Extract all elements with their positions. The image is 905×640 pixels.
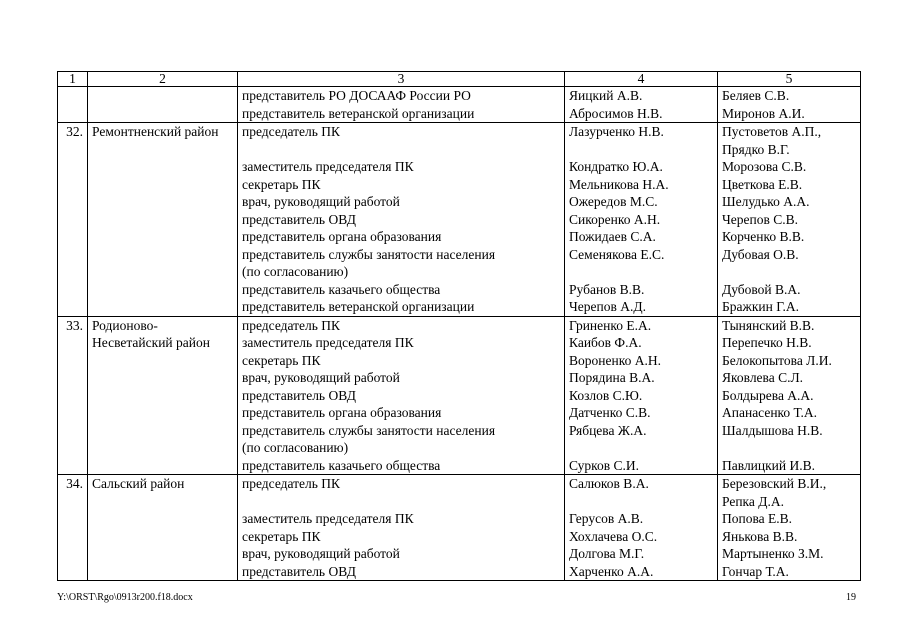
reserve-line: Прядко В.Г.: [722, 141, 790, 157]
reserve-line: Янькова В.В.: [722, 528, 798, 544]
members-cell: [565, 123, 718, 317]
role-line: [242, 141, 560, 159]
member-line: Рубанов В.В.: [569, 281, 645, 297]
row-number: [58, 87, 88, 123]
member-line: Вороненко А.Н.: [569, 352, 661, 368]
role-line: представитель службы занятости населения: [242, 422, 496, 438]
members-cell: [565, 475, 718, 581]
role-line: представитель органа образования: [242, 405, 442, 420]
reserve-line: Корченко В.В.: [722, 229, 805, 244]
member-line: Порядина В.А.: [569, 370, 655, 385]
role-line: представитель ветеранской организации: [242, 105, 475, 121]
table-row: [58, 475, 861, 581]
header-row: [58, 72, 861, 87]
member-line: [569, 141, 713, 159]
role-line: заместитель председателя ПК: [242, 511, 414, 526]
members-cell: [565, 316, 718, 475]
header-col-5: 5: [718, 72, 861, 87]
row-number: 32.: [58, 123, 88, 317]
role-line: представитель казачьего общества: [242, 457, 441, 473]
reserve-cell: [718, 123, 861, 317]
member-line: Герусов А.В.: [569, 511, 644, 526]
role-line: заместитель председателя ПК: [242, 335, 414, 350]
roles-cell: [238, 316, 565, 475]
reserve-cell: [718, 87, 861, 123]
district-name: [88, 87, 238, 123]
roles-cell: [238, 87, 565, 123]
member-line: Черепов А.Д.: [569, 299, 646, 314]
role-line: секретарь ПК: [242, 176, 321, 192]
role-line: председатель ПК: [242, 476, 341, 491]
member-line: Салюков В.А.: [569, 476, 649, 491]
row-number: 34.: [58, 475, 88, 581]
role-line: представитель РО ДОСААФ России РО: [242, 88, 471, 103]
reserve-line: Болдырева А.А.: [722, 387, 814, 403]
district-name: Родионово- Несветайский район: [88, 316, 238, 475]
reserve-line: Павлицкий И.В.: [722, 457, 816, 473]
member-line: Датченко С.В.: [569, 405, 651, 420]
reserve-line: Беляев С.В.: [722, 88, 790, 103]
member-line: Лазурченко Н.В.: [569, 124, 664, 139]
reserve-line: Шелудько А.А.: [722, 194, 810, 209]
role-line: представитель казачьего общества: [242, 281, 441, 297]
reserve-cell: [718, 316, 861, 475]
reserve-line: Перепечко Н.В.: [722, 335, 812, 350]
reserve-line: Пустоветов А.П.,: [722, 124, 822, 139]
reserve-line: Белокопытова Л.И.: [722, 352, 832, 368]
member-line: Каибов Ф.А.: [569, 335, 642, 350]
district-name: Сальский район: [88, 475, 238, 581]
role-line: врач, руководящий работой: [242, 546, 400, 561]
member-line: Козлов С.Ю.: [569, 387, 643, 403]
reserve-line: Апанасенко Т.А.: [722, 405, 817, 420]
header-col-1: 1: [58, 72, 88, 87]
member-line: [569, 263, 713, 281]
role-line: (по согласованию): [242, 440, 349, 455]
member-line: Сикоренко А.Н.: [569, 211, 661, 227]
member-line: Хохлачева О.С.: [569, 528, 658, 544]
reserve-line: Тынянский В.В.: [722, 317, 815, 333]
reserve-line: Дубовая О.В.: [722, 246, 799, 262]
member-line: Пожидаев С.А.: [569, 229, 656, 244]
role-line: врач, руководящий работой: [242, 370, 400, 385]
role-line: секретарь ПК: [242, 528, 321, 544]
reserve-line: Мартыненко З.М.: [722, 546, 824, 561]
reserve-line: Яковлева С.Л.: [722, 370, 804, 385]
reserve-line: Попова Е.В.: [722, 511, 793, 526]
member-line: Ожередов М.С.: [569, 194, 658, 209]
members-cell: [565, 87, 718, 123]
member-line: Кондратко Ю.А.: [569, 159, 663, 174]
roles-cell: [238, 475, 565, 581]
roles-cell: [238, 123, 565, 317]
reserve-line: [722, 263, 856, 281]
member-line: Мельникова Н.А.: [569, 176, 669, 192]
role-line: представитель ветеранской организации: [242, 299, 475, 314]
reserve-line: Бражкин Г.А.: [722, 299, 799, 314]
role-line: врач, руководящий работой: [242, 194, 400, 209]
role-line: (по согласованию): [242, 264, 349, 279]
role-line: [242, 493, 560, 511]
member-line: Гриненко Е.А.: [569, 317, 652, 333]
member-line: Долгова М.Г.: [569, 546, 645, 561]
table-row: [58, 123, 861, 317]
member-line: Яицкий А.В.: [569, 88, 643, 103]
reserve-line: Гончар Т.А.: [722, 563, 789, 579]
member-line: [569, 493, 713, 511]
role-line: представитель ОВД: [242, 211, 356, 227]
member-line: Семенякова Е.С.: [569, 246, 665, 262]
member-line: Абросимов Н.В.: [569, 105, 663, 121]
role-line: заместитель председателя ПК: [242, 159, 414, 174]
reserve-line: Черепов С.В.: [722, 211, 798, 227]
header-col-2: 2: [88, 72, 238, 87]
member-line: [569, 439, 713, 457]
role-line: председатель ПК: [242, 317, 341, 333]
role-line: представитель службы занятости населения: [242, 246, 496, 262]
role-line: секретарь ПК: [242, 352, 321, 368]
member-line: Сурков С.И.: [569, 457, 640, 473]
reserve-line: Репка Д.А.: [722, 493, 784, 509]
role-line: представитель органа образования: [242, 229, 442, 244]
role-line: председатель ПК: [242, 124, 341, 139]
member-line: Рябцева Ж.А.: [569, 422, 647, 438]
role-line: представитель ОВД: [242, 563, 356, 579]
commission-table: [57, 71, 861, 581]
reserve-cell: [718, 475, 861, 581]
district-name: Ремонтненский район: [88, 123, 238, 317]
row-number: 33.: [58, 316, 88, 475]
table-row: [58, 87, 861, 123]
member-line: Харченко А.А.: [569, 563, 654, 579]
role-line: представитель ОВД: [242, 387, 356, 403]
reserve-line: Миронов А.И.: [722, 105, 805, 121]
reserve-line: Шалдышова Н.В.: [722, 422, 823, 438]
reserve-line: Цветкова Е.В.: [722, 176, 803, 192]
reserve-line: [722, 439, 856, 457]
reserve-line: Морозова С.В.: [722, 159, 807, 174]
header-col-4: 4: [565, 72, 718, 87]
header-col-3: 3: [238, 72, 565, 87]
footer-file-path: Y:\ORST\Rgo\0913r200.f18.docx: [57, 592, 193, 603]
table-row: [58, 316, 861, 475]
footer-page-number: 19: [846, 592, 856, 603]
reserve-line: Дубовой В.А.: [722, 281, 801, 297]
reserve-line: Березовский В.И.,: [722, 476, 827, 491]
